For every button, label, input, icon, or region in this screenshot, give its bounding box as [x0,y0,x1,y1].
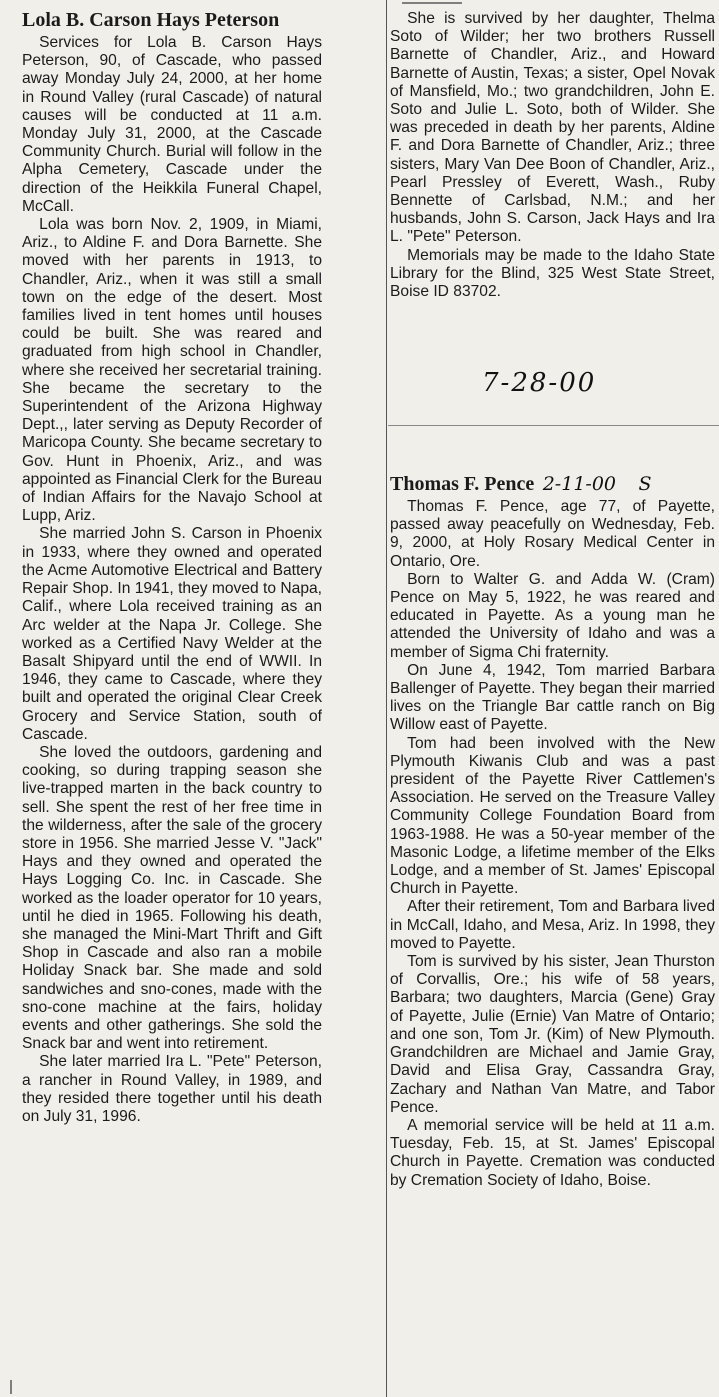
obituary-title: Thomas F. Pence [390,473,535,495]
obituary-paragraph: Thomas F. Pence, age 77, of Payette, passed away peacefully on Wednesday, Feb. 9, 2000, at Holy Rosary Medical Center in Ontario, Ore. [390,498,715,570]
column-divider [386,0,387,1397]
obituary-paragraph: Tom had been involved with the New Plymouth Kiwanis Club and was a past president of the Payette River Cattlemen's Association. He served on the Treasure Valley Community College Foundation Board from 1963-1988. He was a 50-year member of the Masonic Lodge, a lifetime member of the Elks Lodge, and a member of St. James' Episcopal Church in Payette. [390,734,715,898]
obituary-thomas [390,472,715,1190]
obituary-paragraph: She later married Ira L. "Pete" Peterson, a rancher in Round Valley, in 1989, and they resided there together until his death on July 31, 1996. [22,1053,322,1125]
obituary-paragraph: Memorials may be made to the Idaho State Library for the Blind, 325 West State Street, Boise ID 83702. [390,246,715,301]
obituary-paragraph: After their retirement, Tom and Barbara lived in McCall, Idaho, and Mesa, Ariz. In 1998, they moved to Payette. [390,898,715,952]
obituary-lola [22,0,322,1126]
handwritten-date: 2-11-00 [542,473,617,495]
obituary-paragraph: Tom is survived by his sister, Jean Thurston of Corvallis, Ore.; his wife of 58 years, Barbara; two daughters, Marcia (Gene) Gray of Payette, Julie (Ernie) Van Matre of Ontario; and one son, Tom Jr. (Kim) of New Plymouth. Grandchildren are Michael and Jamie Gray, David and Elisa Gray, Cassandra Gray, Zachary and Nathan Van Matre, and Tabor Pence. [390,953,715,1116]
obituary-paragraph: She loved the outdoors, gardening and cooking, so during trapping season she live-trapped marten in the back country to sell. She spent the rest of her free time in the wilderness, after the sale of the grocery store in 1956. She married Jesse V. "Jack" Hays and they owned and operated the Hays Logging Co. Inc. in Cascade. She worked as the loader operator for 10 years, until he died in 1965. Following his death, she managed the Mini-Mart Thrift and Gift Shop in Cascade and also ran a mobile Holiday Snack bar. She made and sold sandwiches and sno-cones, made with the sno-cone machine at the fairs, holiday events and other gatherings. She sold the Snack bar and went into retirement. [22,743,322,1053]
obituary-paragraph: Lola was born Nov. 2, 1909, in Miami, Ariz., to Aldine F. and Dora Barnette. She moved with her parents in 1913, to Chandler, Ariz., when it was still a small town on the edge of the desert. Most families lived in tent homes until houses could be built. She was reared and graduated from high school in Chandler, where she received her secretarial training. She became the secretary to the Superintendent of the Arizona Highway Dept.,, later serving as Deputy Recorder of Maricopa County. She became secretary to Gov. Hunt in Phoenix, Ariz., and was appointed as Financial Clerk for the Bureau of Indian Affairs for the Navajo School at Lupp, Ariz. [22,216,322,525]
scan-artifact [402,2,462,4]
obituary-paragraph: A memorial service will be held at 11 a.m. Tuesday, Feb. 15, at St. James' Episcopal Church in Payette. Cremation was conducted by Cremation Society of Idaho, Boise. [390,1116,715,1189]
obituary-paragraph: Services for Lola B. Carson Hays Peterson, 90, of Cascade, who passed away Monday July 24, 2000, at her home in Round Valley (rural Cascade) of natural causes will be conducted at 11 a.m. Monday July 31, 2000, at the Cascade Community Church. Burial will follow in the Alpha Cemetery, Cascade under the direction of the Heikkila Funeral Chapel, McCall. [22,34,322,215]
obituary-paragraph: She married John S. Carson in Phoenix in 1933, where they owned and operated the Acme Automotive Electrical and Battery Repair Shop. In 1941, they moved to Napa, Calif., where Lola received training as an Arc welder at the Napa Jr. College. She worked as a Certified Navy Welder at the Basalt Shipyard until the end of WWII. In 1946, they came to Cascade, where they built and operated the original Clear Creek Grocery and Service Station, south of Cascade. [22,525,322,743]
section-divider [388,425,719,426]
obituary-paragraph: On June 4, 1942, Tom married Barbara Ballenger of Payette. They began their married lives on the Triangle Bar cattle ranch on Big Willow east of Payette. [390,661,715,734]
handwritten-date: 7-28-00 [482,368,597,398]
obituary-title: Lola B. Carson Hays Peterson [22,9,280,31]
obituary-lola-continued [390,0,715,398]
obituary-paragraph: Born to Walter G. and Adda W. (Cram) Pence on May 5, 1922, he was reared and educated in Payette. As a young man he attended the University of Idaho and was a member of Sigma Chi fraternity. [390,570,715,661]
obituary-paragraph: She is survived by her daughter, Thelma Soto of Wilder; her two brothers Russell Barnette of Chandler, Ariz., and Howard Barnette of Austin, Texas; a sister, Opel Novak of Mansfield, Mo.; two grandchildren, John E. Soto and Julie L. Soto, both of Wilder. She was preceded in death by her parents, Aldine F. and Dora Barnette of Chandler, Ariz.; three sisters, Mary Van Dee Boon of Chandler, Ariz., Pearl Pressley of Everett, Wash., Ruby Bennette of Carlsbad, N.M.; and her husbands, John S. Carson, Jack Hays and Ira L. "Pete" Peterson. [390,10,715,246]
handwritten-mark: S [638,473,652,495]
scan-artifact [10,1380,12,1394]
obituary-header [390,472,715,496]
